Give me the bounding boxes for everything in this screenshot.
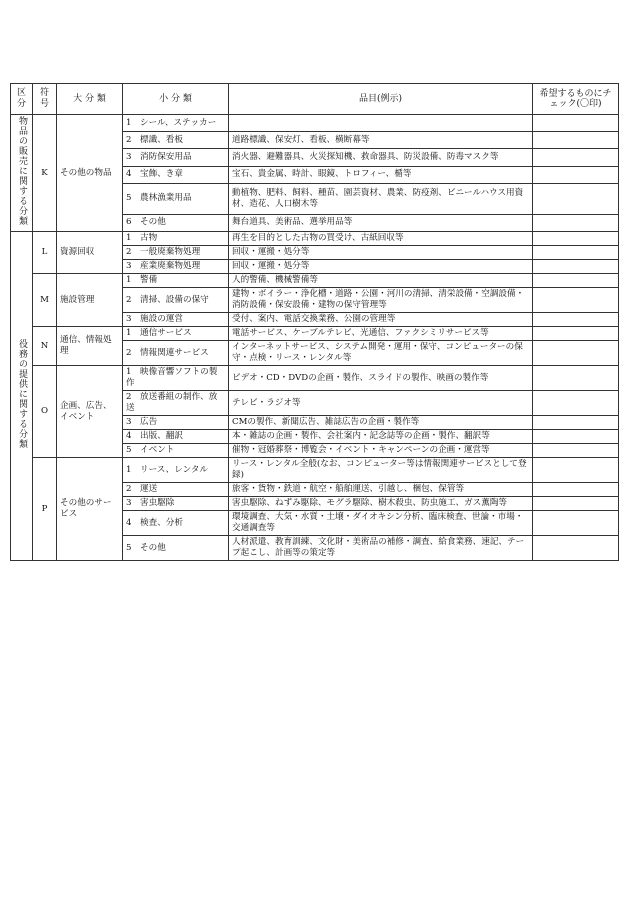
minor-number: 1 bbox=[126, 117, 132, 128]
items-cell: 回収・運搬・処分等 bbox=[229, 260, 533, 274]
minor-number: 3 bbox=[126, 152, 132, 163]
check-cell[interactable] bbox=[533, 416, 619, 430]
code-cell: P bbox=[33, 458, 57, 561]
minor-category-cell bbox=[123, 232, 229, 246]
minor-category-cell bbox=[123, 444, 229, 458]
check-cell[interactable] bbox=[533, 132, 619, 149]
minor-number: 2 bbox=[126, 134, 132, 145]
check-cell[interactable] bbox=[533, 115, 619, 132]
minor-number: 2 bbox=[126, 392, 132, 402]
header-check: 希望するものにチェック(〇印) bbox=[533, 84, 619, 115]
header-items: 品目(例示) bbox=[229, 84, 533, 115]
items-cell: 回収・運搬・処分等 bbox=[229, 246, 533, 260]
minor-category-cell bbox=[123, 497, 229, 511]
check-cell[interactable] bbox=[533, 497, 619, 511]
minor-number: 6 bbox=[126, 217, 132, 228]
minor-number: 2 bbox=[126, 294, 132, 305]
minor-number: 4 bbox=[126, 169, 132, 180]
minor-label: 消防保安用品 bbox=[140, 152, 192, 163]
minor-label: 古物 bbox=[140, 233, 158, 243]
major-category-cell: 資源回収 bbox=[57, 232, 123, 274]
major-category-cell: 通信、情報処理 bbox=[57, 327, 123, 366]
code-cell: L bbox=[33, 232, 57, 274]
header-area: 区分 bbox=[11, 84, 33, 115]
minor-label: 出版、翻訳 bbox=[140, 431, 183, 441]
minor-category-cell bbox=[123, 132, 229, 149]
items-cell: 再生を目的とした古物の買受け、古紙回収等 bbox=[229, 232, 533, 246]
minor-category-cell bbox=[123, 313, 229, 327]
items-cell: CMの製作、新聞広告、雑誌広告の企画・製作等 bbox=[229, 416, 533, 430]
code-cell: K bbox=[33, 115, 57, 232]
minor-number: 3 bbox=[126, 417, 132, 427]
check-cell[interactable] bbox=[533, 536, 619, 561]
check-cell[interactable] bbox=[533, 214, 619, 231]
minor-label: 農林漁業用品 bbox=[140, 193, 192, 204]
items-cell: 建物・ボイラー・浄化槽・道路・公園・河川の清掃、清栄設備・空調設備・消防設備・保安設備・建物の保守管理等 bbox=[229, 288, 533, 313]
items-cell: 催物・冠婚葬祭・博覧会・イベント・キャンペーンの企画・運営等 bbox=[229, 444, 533, 458]
minor-label: 運送 bbox=[140, 484, 158, 494]
minor-label: イベント bbox=[140, 445, 175, 455]
check-cell[interactable] bbox=[533, 232, 619, 246]
minor-label: リース、レンタル bbox=[140, 464, 209, 475]
area-label: 役務の提供に関する分類 bbox=[17, 339, 27, 449]
minor-category-cell bbox=[123, 274, 229, 288]
minor-category-cell bbox=[123, 183, 229, 214]
minor-label: 清掃、設備の保守 bbox=[140, 294, 209, 305]
minor-label: 施設の運営 bbox=[140, 314, 183, 324]
minor-category-cell bbox=[123, 288, 229, 313]
check-cell[interactable] bbox=[533, 274, 619, 288]
minor-category-cell bbox=[123, 458, 229, 483]
items-cell bbox=[229, 115, 533, 132]
header-row bbox=[11, 84, 619, 115]
minor-label: 通信サービス bbox=[140, 328, 192, 338]
area-cell bbox=[11, 115, 33, 232]
table-body bbox=[11, 115, 619, 561]
minor-label: 標識、看板 bbox=[140, 134, 183, 145]
minor-number: 4 bbox=[126, 517, 132, 528]
minor-label: その他 bbox=[140, 542, 166, 553]
items-cell: 舞台道具、美術品、選挙用品等 bbox=[229, 214, 533, 231]
items-cell: インターネットサービス、システム開発・運用・保守、コンピューターの保守・点検・リース・レンタル等 bbox=[229, 341, 533, 366]
minor-number: 1 bbox=[126, 464, 132, 475]
items-cell: 動植物、肥料、飼料、種苗、園芸資材、農業、防疫剤、ビニールハウス用資材、造花、人口樹木等 bbox=[229, 183, 533, 214]
minor-number: 1 bbox=[126, 367, 132, 377]
check-cell[interactable] bbox=[533, 246, 619, 260]
minor-category-cell bbox=[123, 416, 229, 430]
minor-number: 2 bbox=[126, 347, 132, 358]
items-cell: リース・レンタル全般(なお、コンピューター等は情報関連サービスとして登録) bbox=[229, 458, 533, 483]
area-label: 物品の販売に関する分類 bbox=[17, 116, 27, 226]
minor-label: 検査、分析 bbox=[140, 517, 183, 528]
check-cell[interactable] bbox=[533, 391, 619, 416]
minor-label: 産業廃棄物処理 bbox=[140, 261, 201, 271]
minor-number: 3 bbox=[126, 314, 132, 324]
minor-category-cell bbox=[123, 483, 229, 497]
header-minor: 小 分 類 bbox=[123, 84, 229, 115]
check-cell[interactable] bbox=[533, 366, 619, 391]
minor-label: 一般廃棄物処理 bbox=[140, 247, 201, 257]
check-cell[interactable] bbox=[533, 458, 619, 483]
minor-category-cell bbox=[123, 511, 229, 536]
minor-label: シール、ステッカー bbox=[140, 117, 217, 128]
header-major: 大 分 類 bbox=[57, 84, 123, 115]
minor-number: 1 bbox=[126, 328, 132, 338]
minor-label: 害虫駆除 bbox=[140, 498, 175, 508]
minor-label: 広告 bbox=[140, 417, 158, 427]
check-cell[interactable] bbox=[533, 313, 619, 327]
minor-number: 1 bbox=[126, 275, 132, 285]
code-cell: M bbox=[33, 274, 57, 327]
minor-number: 5 bbox=[126, 445, 132, 455]
check-cell[interactable] bbox=[533, 149, 619, 166]
table-row bbox=[11, 458, 619, 483]
table-row bbox=[11, 274, 619, 288]
minor-category-cell bbox=[123, 115, 229, 132]
minor-label: 警備 bbox=[140, 275, 158, 285]
major-category-cell: その他の物品 bbox=[57, 115, 123, 232]
items-cell: 消火器、避難器具、火災探知機、救命器具、防災設備、防毒マスク等 bbox=[229, 149, 533, 166]
items-cell: 人材派遣、教育訓練、文化財・美術品の補修・調査、給食業務、速記、テープ起こし、計画等の策定等 bbox=[229, 536, 533, 561]
major-category-cell: 施設管理 bbox=[57, 274, 123, 327]
check-cell[interactable] bbox=[533, 430, 619, 444]
major-category-cell: その他のサービス bbox=[57, 458, 123, 561]
items-cell: 電話サービス、ケーブルテレビ、光通信、ファクシミリサービス等 bbox=[229, 327, 533, 341]
minor-label: その他 bbox=[140, 217, 166, 228]
check-cell[interactable] bbox=[533, 444, 619, 458]
minor-number: 5 bbox=[126, 193, 132, 204]
minor-number: 5 bbox=[126, 542, 132, 553]
header-code: 符号 bbox=[33, 84, 57, 115]
minor-category-cell bbox=[123, 260, 229, 274]
check-cell[interactable] bbox=[533, 341, 619, 366]
minor-category-cell bbox=[123, 341, 229, 366]
minor-category-cell bbox=[123, 166, 229, 183]
minor-number: 2 bbox=[126, 247, 132, 257]
check-cell[interactable] bbox=[533, 183, 619, 214]
minor-category-cell bbox=[123, 214, 229, 231]
check-cell[interactable] bbox=[533, 288, 619, 313]
category-table bbox=[10, 83, 619, 561]
major-category-cell: 企画、広告、イベント bbox=[57, 366, 123, 458]
check-cell[interactable] bbox=[533, 511, 619, 536]
items-cell: テレビ・ラジオ等 bbox=[229, 391, 533, 416]
minor-number: 2 bbox=[126, 484, 132, 494]
minor-category-cell bbox=[123, 391, 229, 416]
items-cell: 道路標識、保安灯、看板、横断幕等 bbox=[229, 132, 533, 149]
minor-number: 4 bbox=[126, 431, 132, 441]
items-cell: 旅客・貨物・鉄道・航空・船舶運送、引越し、梱包、保管等 bbox=[229, 483, 533, 497]
table-row bbox=[11, 327, 619, 341]
table-row bbox=[11, 366, 619, 391]
minor-number: 3 bbox=[126, 498, 132, 508]
minor-category-cell bbox=[123, 430, 229, 444]
code-cell: N bbox=[33, 327, 57, 366]
check-cell[interactable] bbox=[533, 166, 619, 183]
check-cell[interactable] bbox=[533, 483, 619, 497]
minor-number: 1 bbox=[126, 233, 132, 243]
table-row bbox=[11, 115, 619, 132]
items-cell: 宝石、貴金属、時計、眼鏡、トロフィー、楯等 bbox=[229, 166, 533, 183]
items-cell: ビデオ・CD・DVDの企画・製作、スライドの製作、映画の製作等 bbox=[229, 366, 533, 391]
minor-category-cell bbox=[123, 149, 229, 166]
check-cell[interactable] bbox=[533, 260, 619, 274]
minor-category-cell bbox=[123, 246, 229, 260]
code-cell: O bbox=[33, 366, 57, 458]
minor-category-cell bbox=[123, 536, 229, 561]
table-row bbox=[11, 232, 619, 246]
minor-label: 放送番組の制作、放送 bbox=[126, 392, 218, 413]
minor-label: 情報関連サービス bbox=[140, 347, 209, 358]
minor-number: 3 bbox=[126, 261, 132, 271]
items-cell: 環境調査、大気・水質・土壌・ダイオキシン分析、臨床検査、世論・市場・交通調査等 bbox=[229, 511, 533, 536]
check-cell[interactable] bbox=[533, 327, 619, 341]
minor-category-cell bbox=[123, 366, 229, 391]
items-cell: 人的警備、機械警備等 bbox=[229, 274, 533, 288]
items-cell: 本・雑誌の企画・製作、会社案内・記念誌等の企画・製作、翻訳等 bbox=[229, 430, 533, 444]
items-cell: 害虫駆除、ねずみ駆除、モグラ駆除、樹木殺虫、防虫施工、ガス薫陶等 bbox=[229, 497, 533, 511]
area-cell bbox=[11, 232, 33, 561]
minor-label: 映像音響ソフトの製作 bbox=[126, 367, 218, 388]
items-cell: 受付、案内、電話交換業務、公園の管理等 bbox=[229, 313, 533, 327]
minor-category-cell bbox=[123, 327, 229, 341]
minor-label: 宝飾、き章 bbox=[140, 169, 183, 180]
